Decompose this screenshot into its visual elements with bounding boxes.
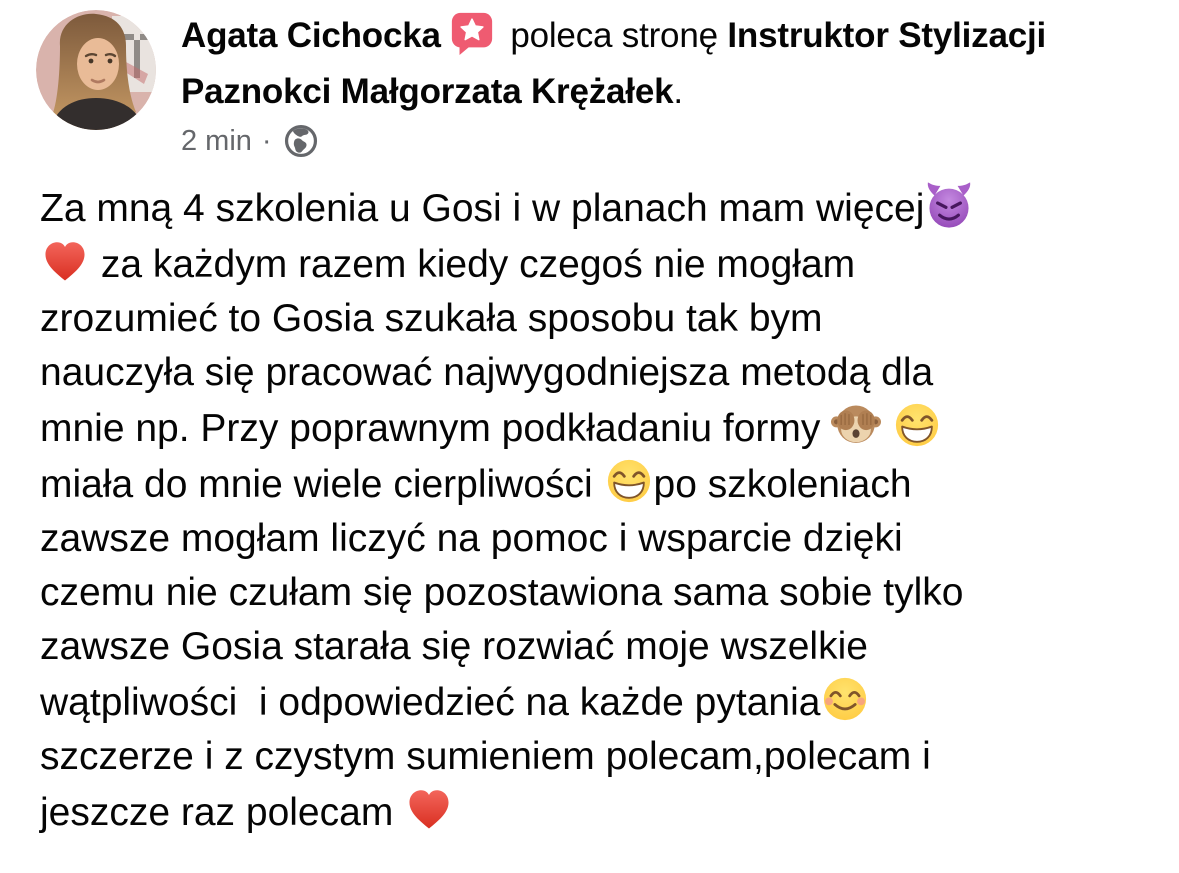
post-body: [0, 158, 1179, 840]
post-text-line: wątpliwości i odpowiedzieć na każde pytania: [40, 674, 1139, 730]
post-text-line: nauczyła się pracować najwygodniejsza metodą dla: [40, 351, 934, 394]
post-text-line: mnie np. Przy poprawnym podkładaniu formy: [40, 400, 1139, 456]
red-heart-emoji: [404, 784, 454, 834]
post-text-line: miała do mnie wiele cierpliwości po szkoleniach: [40, 456, 1139, 512]
see-no-evil-monkey-emoji: [831, 400, 881, 450]
author-name-link[interactable]: Agata Cichocka: [181, 16, 441, 55]
dot-separator: ·: [261, 124, 272, 157]
post-text-line: zawsze mogłam liczyć na pomoc i wsparcie dzięki: [40, 517, 903, 560]
post-meta: [181, 124, 1141, 158]
action-text: poleca stronę: [500, 16, 728, 55]
headline: [181, 8, 1141, 120]
beaming-face-emoji: [604, 456, 654, 506]
red-heart-emoji: [40, 236, 90, 286]
post-text-line: zrozumieć to Gosia szukała sposobu tak bym: [40, 297, 823, 340]
avatar[interactable]: [36, 10, 156, 130]
globe-privacy-icon: [284, 124, 318, 158]
post-text-line: czemu nie czułam się pozostawiona sama sobie tylko: [40, 571, 964, 614]
avatar-photo-placeholder: [36, 10, 156, 130]
sentence-end: .: [673, 72, 683, 111]
page-name-link[interactable]: Instruktor Stylizacji Paznokci Małgorzata Krężałek: [181, 16, 1047, 111]
post-text-line: zawsze Gosia starała się rozwiać moje wszelkie: [40, 625, 868, 668]
post-text-line: jeszcze raz polecam: [40, 784, 1139, 840]
beaming-face-emoji: [892, 400, 942, 450]
post-text-line: Za mną 4 szkolenia u Gosi i w planach mam więcej: [40, 180, 1139, 236]
smiling-imp-emoji: [924, 180, 974, 230]
post-header: [0, 0, 1179, 158]
timestamp-link[interactable]: 2 min: [181, 124, 252, 157]
post-text-line: za każdym razem kiedy czegoś nie mogłam: [40, 236, 1139, 292]
recommendation-badge-icon: [449, 10, 495, 56]
smiling-face-smiling-eyes-emoji: [820, 674, 870, 724]
post-text-line: szczerze i z czystym sumieniem polecam,polecam i: [40, 735, 931, 778]
header-text: [181, 8, 1141, 158]
